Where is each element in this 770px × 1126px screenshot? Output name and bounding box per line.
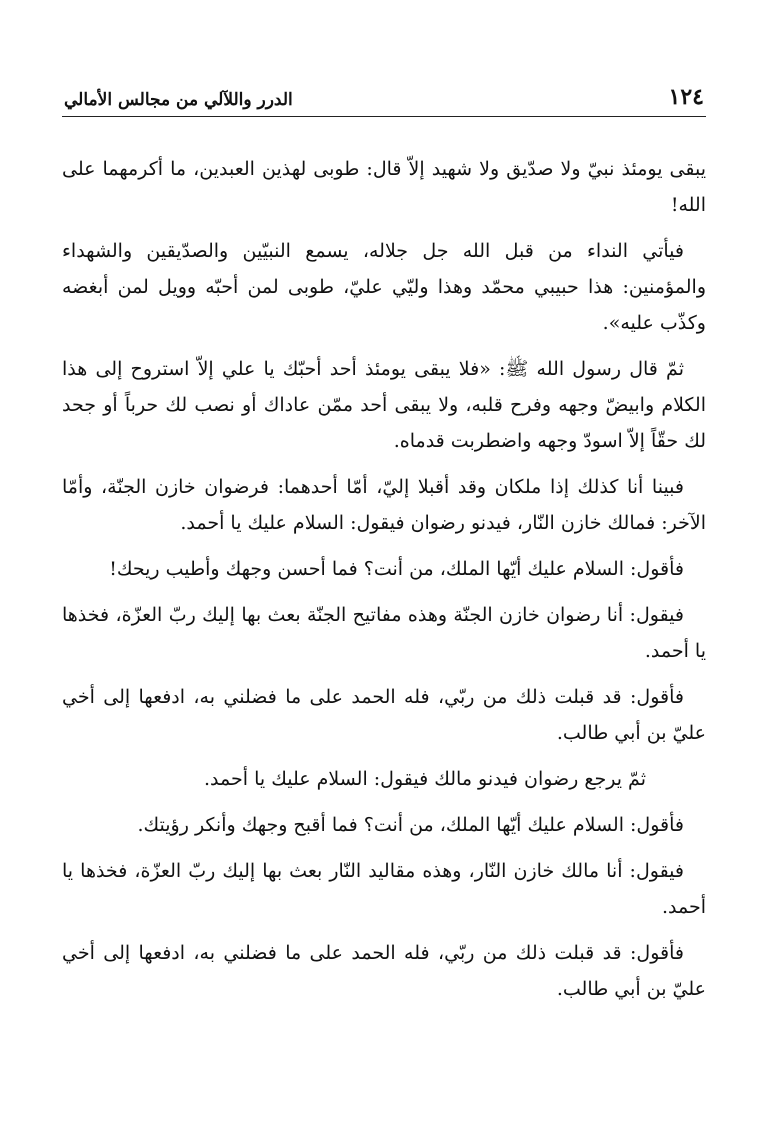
paragraph: ثمّ قال رسول الله ﷺ: «فلا يبقى يومئذ أحد أحبّك يا علي إلاّ استروح إلى هذا الكلام وابيضّ وجهه وفرح قلبه، ولا يبقى أحد ممّن عاداك أو نصب لك حرباً أو جحد لك حقّاً إلاّ اسودّ وجهه واضطربت قدماه. (62, 358, 706, 452)
page-number: ١٢٤ (668, 84, 704, 110)
paragraph: فبينا أنا كذلك إذا ملكان وقد أقبلا إليّ، أمّا أحدهما: فرضوان خازن الجنّة، وأمّا الآخر: فمالك خازن النّار، فيدنو رضوان فيقول: السلام عليك يا أحمد. (62, 476, 706, 534)
page-header (62, 70, 706, 117)
paragraph: فيقول: أنا رضوان خازن الجنّة وهذه مفاتيح الجنّة بعث بها إليك ربّ العزّة، فخذها يا أحمد. (62, 604, 706, 662)
paragraph: فأقول: السلام عليك أيّها الملك، من أنت؟ فما أقبح وجهك وأنكر رؤيتك. (137, 814, 684, 836)
paragraph: فأقول: قد قبلت ذلك من ربّي، فله الحمد على ما فضلني به، ادفعها إلى أخي عليّ بن أبي طالب. (62, 942, 706, 1000)
paragraph: يبقى يومئذ نبيّ ولا صدّيق ولا شهيد إلاّ قال: طوبى لهذين العبدين، ما أكرمهما على الله! (62, 158, 706, 216)
page (62, 70, 706, 1017)
running-title: الدرر واللآلي من مجالس الأمالي (64, 90, 293, 110)
paragraph: فأقول: السلام عليك أيّها الملك، من أنت؟ فما أحسن وجهك وأطيب ريحك! (109, 558, 684, 580)
paragraph: فأقول: قد قبلت ذلك من ربّي، فله الحمد على ما فضلني به، ادفعها إلى أخي عليّ بن أبي طالب. (62, 686, 706, 744)
paragraph: فيأتي النداء من قبل الله جل جلاله، يسمع النبيّين والصدّيقين والشهداء والمؤمنين: هذا حبيبي محمّد وهذا وليّي عليّ، طوبى لمن أحبّه وويل لمن أبغضه وكذّب عليه». (62, 240, 706, 334)
page-body (62, 151, 706, 1007)
paragraph: فيقول: أنا مالك خازن النّار، وهذه مقاليد النّار بعث بها إليك ربّ العزّة، فخذها يا أحمد. (62, 860, 706, 918)
paragraph: ثمّ يرجع رضوان فيدنو مالك فيقول: السلام عليك يا أحمد. (204, 768, 646, 790)
